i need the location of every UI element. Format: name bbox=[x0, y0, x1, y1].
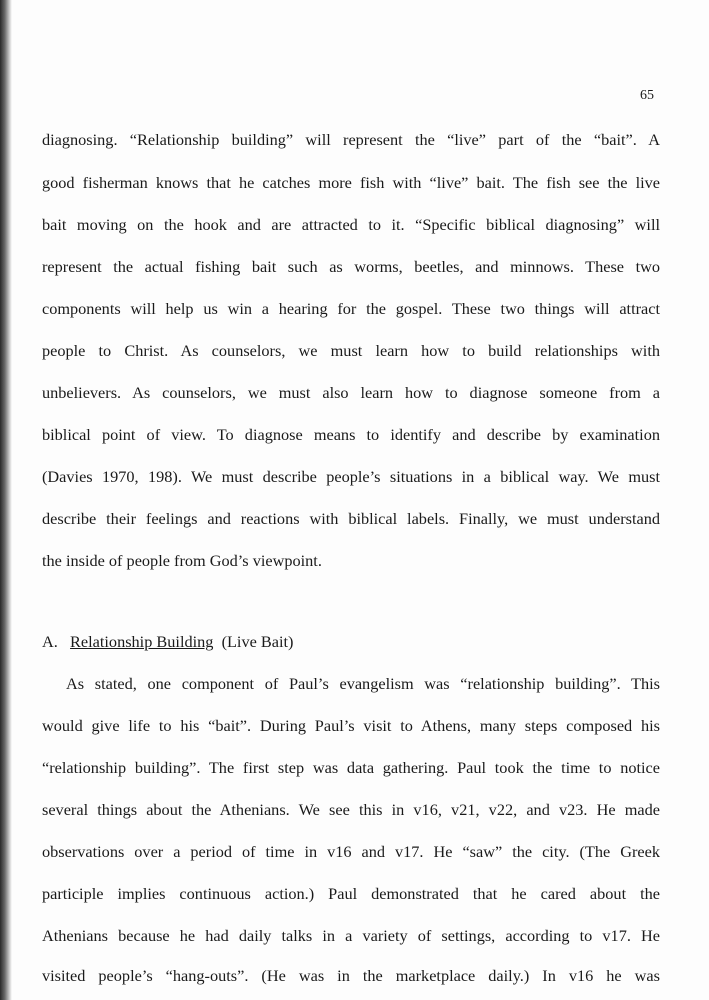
page-number: 65 bbox=[640, 88, 654, 103]
paragraph-2-line: Athenians because he had daily talks in a variety of settings, according to v17. He bbox=[42, 926, 660, 945]
paragraph-1-line: good fisherman knows that he catches more fish with “live” bait. The fish see the live bbox=[42, 173, 660, 192]
paragraph-2-line: visited people’s “hang-outs”. (He was in the marketplace daily.) In v16 he was bbox=[42, 966, 660, 985]
paragraph-1-line: the inside of people from God’s viewpoint. bbox=[42, 551, 322, 570]
paragraph-2-line: would give life to his “bait”. During Paul’s visit to Athens, many steps composed his bbox=[42, 716, 660, 735]
paragraph-1-line: people to Christ. As counselors, we must learn how to build relationships with bbox=[42, 341, 660, 360]
binding-shadow bbox=[0, 0, 12, 1000]
paragraph-1-line: components will help us win a hearing for the gospel. These two things will attract bbox=[42, 299, 660, 318]
paragraph-1-line: (Davies 1970, 198). We must describe people’s situations in a biblical way. We must bbox=[42, 467, 660, 486]
paragraph-2-line: “relationship building”. The first step was data gathering. Paul took the time to notice bbox=[42, 758, 660, 777]
paragraph-1-line: diagnosing. “Relationship building” will represent the “live” part of the “bait”. A bbox=[42, 130, 660, 149]
paragraph-2-line: several things about the Athenians. We see this in v16, v21, v22, and v23. He made bbox=[42, 800, 660, 819]
paragraph-1-line: bait moving on the hook and are attracted to it. “Specific biblical diagnosing” will bbox=[42, 215, 660, 234]
paragraph-1-line: describe their feelings and reactions with biblical labels. Finally, we must understand bbox=[42, 509, 660, 528]
paragraph-1-line: unbelievers. As counselors, we must also learn how to diagnose someone from a bbox=[42, 383, 660, 402]
paragraph-2-line: As stated, one component of Paul’s evangelism was “relationship building”. This bbox=[66, 674, 660, 693]
section-title: Relationship Building bbox=[70, 632, 214, 651]
paragraph-2-line: participle implies continuous action.) Paul demonstrated that he cared about the bbox=[42, 884, 660, 903]
paragraph-2-line: observations over a period of time in v16 and v17. He “saw” the city. (The Greek bbox=[42, 842, 660, 861]
paragraph-1-line: biblical point of view. To diagnose means to identify and describe by examination bbox=[42, 425, 660, 444]
paragraph-1-line: represent the actual fishing bait such as worms, beetles, and minnows. These two bbox=[42, 257, 660, 276]
section-subtitle: (Live Bait) bbox=[221, 632, 294, 651]
section-heading bbox=[42, 632, 293, 652]
section-letter: A. bbox=[42, 632, 58, 651]
